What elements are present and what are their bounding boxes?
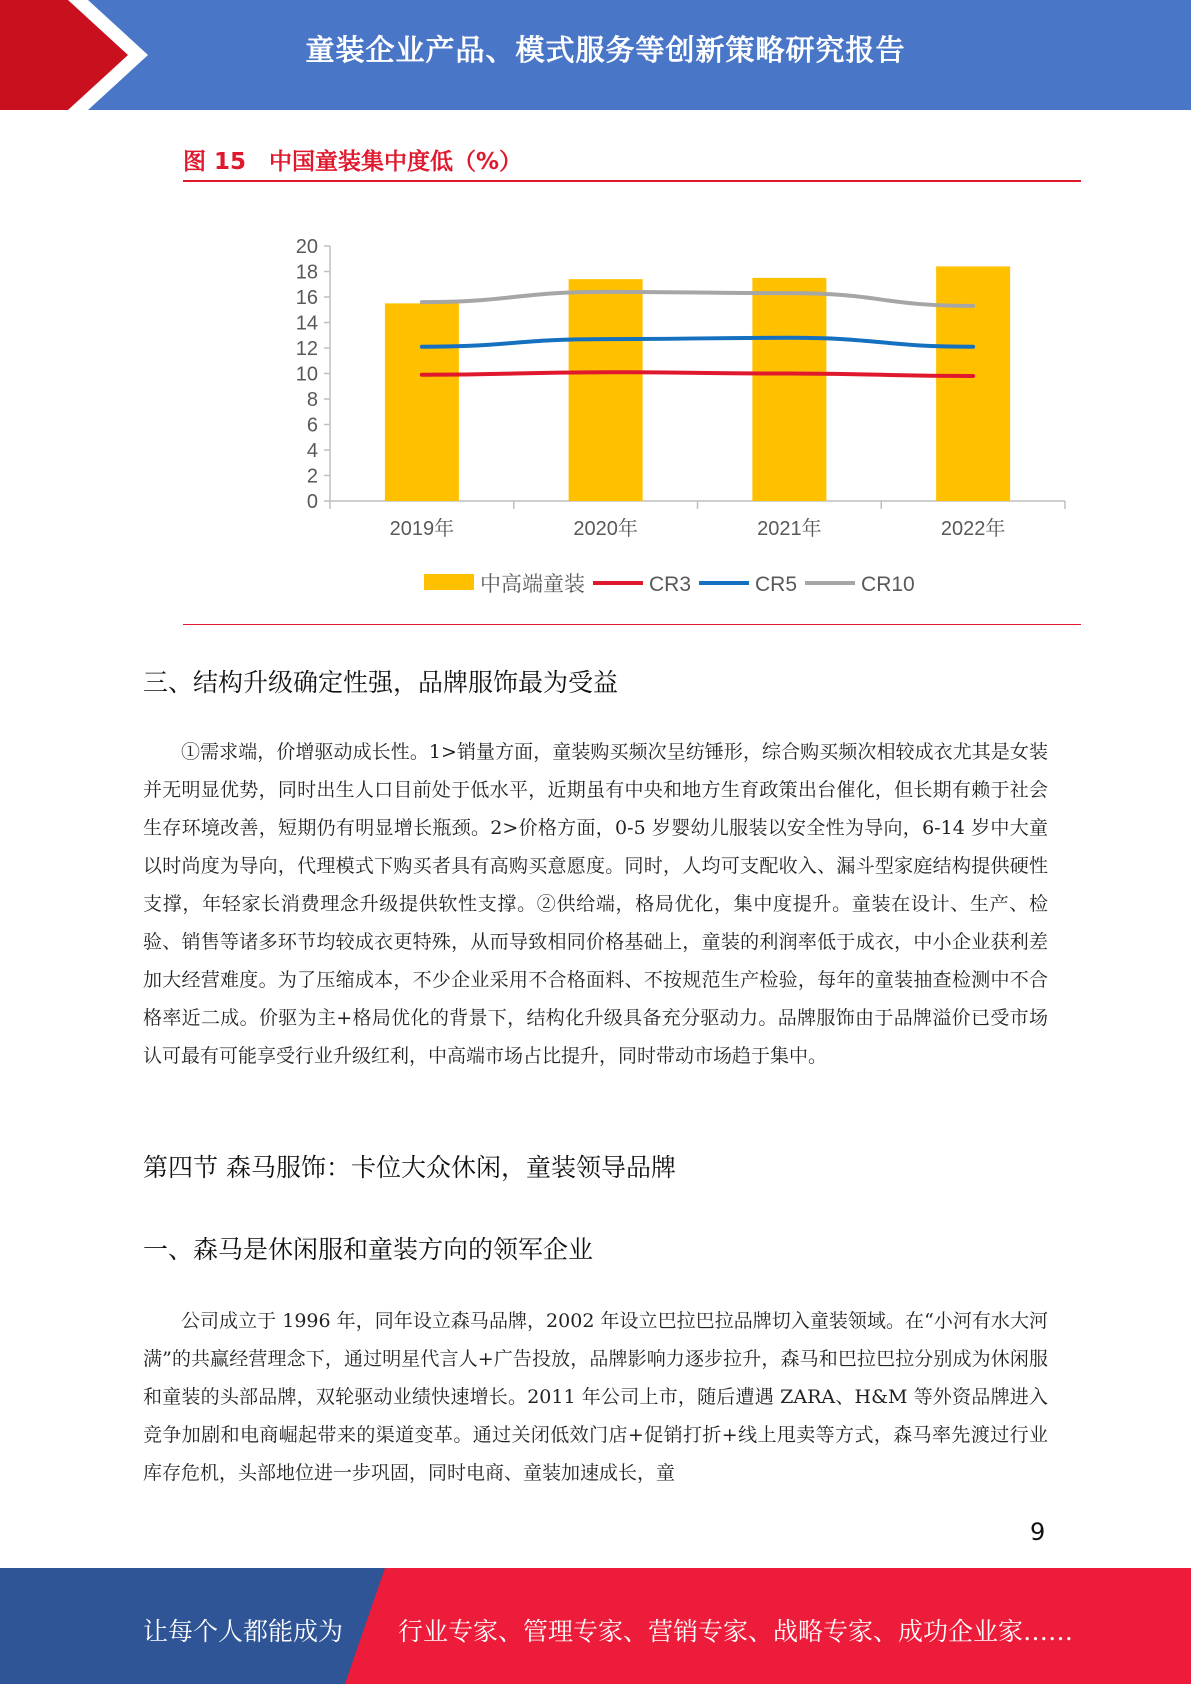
section-heading: 三、结构升级确定性强，品牌服饰最为受益 xyxy=(143,668,619,697)
y-tick-label: 18 xyxy=(295,261,318,284)
y-tick-label: 14 xyxy=(295,312,318,335)
x-tick-label: 2021年 xyxy=(757,518,822,540)
y-tick-label: 10 xyxy=(295,363,318,386)
y-tick-label: 0 xyxy=(306,491,318,513)
x-tick-label: 2022年 xyxy=(940,518,1006,540)
bar-中高端童装 xyxy=(752,278,826,501)
y-tick-label: 12 xyxy=(295,338,318,360)
section-paragraph: ①需求端，价增驱动成长性。1>销量方面，童装购买频次呈纺锤形，综合购买频次相较成衣尤其是女装并无明显优势，同时出生人口目前处于低水平，近期虽有中央和地方生育政策出台催化，但长期有赖于社会生存环境改善，短期仍有明显增长瓶颈。2>价格方面，0-5 岁婴幼儿服装以安全性为导向，6-14 岁中大童以时尚度为导向，代理模式下购买者具有高购买意愿度。同时，人均可支配收入、漏斗型家庭结构提供硬性支撑，年轻家长消费理念升级提供软性支撑。②供给端，格局优化，集中度提升。童装在设计、生产、检验、销售等诸多环节均较成衣更特殊，从而导致相同价格基础上，童装的利润率低于成衣，中小企业获利差加大经营难度。为了压缩成本，不少企业采用不合格面料、不按规范生产检验，每年的童装抽查检测中不合格率近二成。价驱为主+格局优化的背景下，结构化升级具备充分驱动力。品牌服饰由于品牌溢价已受市场认可最有可能享受行业升级红利，中高端市场占比提升，同时带动市场趋于集中。 xyxy=(143,741,1048,1067)
footer-slogan-right: 行业专家、管理专家、营销专家、战略专家、成功企业家…… xyxy=(398,1617,1074,1646)
section-paragraph: 公司成立于 1996 年，同年设立森马品牌，2002 年设立巴拉巴拉品牌切入童装领域。在“小河有水大河满”的共赢经营理念下，通过明星代言人+广告投放，品牌影响力逐步拉升，森马和巴拉巴拉分别成为休闲服和童装的头部品牌，双轮驱动业绩快速增长。2011 年公司上市，随后遭遇 ZARA、H&M 等外资品牌进入竞争加剧和电商崛起带来的渠道变革。通过关闭低效门店+促销打折+线上甩卖等方式，森马率先渡过行业库存危机，头部地位进一步巩固，同时电商、童装加速成长，童 xyxy=(143,1310,1048,1484)
y-tick-label: 8 xyxy=(306,389,318,411)
legend-swatch-bar xyxy=(424,574,474,590)
y-tick-label: 4 xyxy=(306,440,318,462)
y-tick-label: 6 xyxy=(306,414,318,437)
line-series-CR10 xyxy=(422,292,973,306)
bar-中高端童装 xyxy=(385,303,459,501)
legend-label: 中高端童装 xyxy=(480,573,585,596)
y-tick-label: 20 xyxy=(295,236,318,258)
chapter-heading: 第四节 森马服饰：卡位大众休闲，童装领导品牌 xyxy=(143,1153,676,1182)
line-series-CR3 xyxy=(422,372,973,376)
legend-label: CR5 xyxy=(755,573,798,596)
line-series-CR5 xyxy=(422,338,973,347)
legend-label: CR3 xyxy=(649,573,692,596)
figure-title: 图 15 中国童装集中度低（%） xyxy=(183,149,523,175)
section-heading: 一、森马是休闲服和童装方向的领军企业 xyxy=(143,1235,594,1264)
x-tick-label: 2019年 xyxy=(389,518,455,540)
footer-slogan-left: 让每个人都能成为 xyxy=(143,1617,344,1646)
x-tick-label: 2020年 xyxy=(573,518,638,540)
y-tick-label: 2 xyxy=(306,465,318,488)
legend-label: CR10 xyxy=(861,573,915,596)
bar-中高端童装 xyxy=(569,279,643,501)
report-title: 童装企业产品、模式服务等创新策略研究报告 xyxy=(305,33,906,67)
bar-中高端童装 xyxy=(936,266,1010,501)
figure-bottom-rule xyxy=(183,624,1081,625)
y-tick-label: 16 xyxy=(295,287,318,309)
concentration-chart xyxy=(0,0,1191,640)
page-number: 9 xyxy=(1030,1518,1046,1546)
